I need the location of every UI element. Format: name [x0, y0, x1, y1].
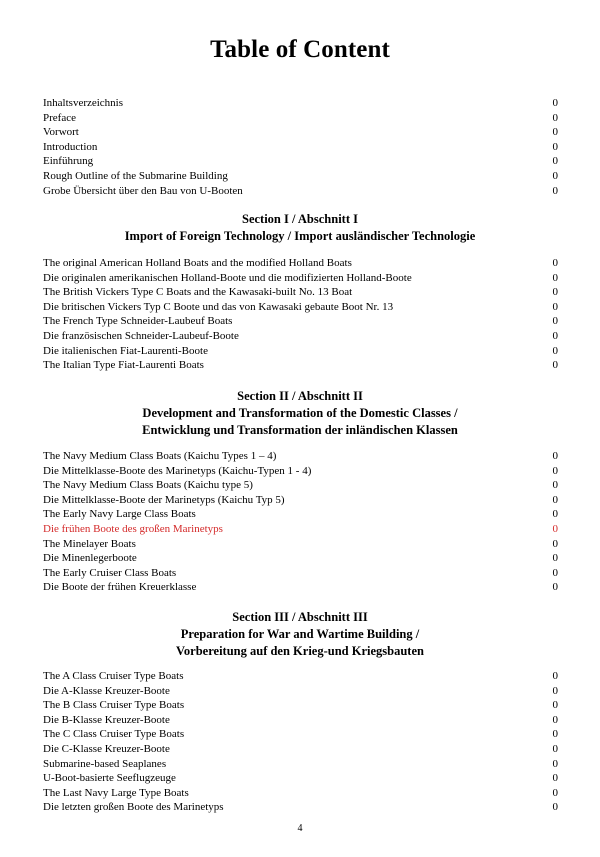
toc-entry-label: Die Minenlegerboote: [43, 552, 137, 565]
section-2-subtitle: Development and Transformation of the Domestic Classes /: [142, 406, 458, 420]
toc-entry[interactable]: [43, 449, 558, 464]
page-number: 4: [297, 823, 303, 834]
toc-entry[interactable]: [43, 154, 558, 169]
toc-entry-page: 0: [552, 537, 558, 550]
toc-entry-label: Die letzten großen Boote des Marinetyps: [43, 801, 224, 814]
toc-entry[interactable]: [43, 742, 558, 757]
toc-entry[interactable]: [43, 566, 558, 581]
toc-entry[interactable]: [43, 580, 558, 595]
toc-entry[interactable]: [43, 698, 558, 713]
toc-entry-page: 0: [552, 126, 558, 139]
toc-entry-label: Die Mittelklasse-Boote der Marinetyps (Kaichu Typ 5): [43, 493, 285, 506]
toc-entry-label: The A Class Cruiser Type Boats: [43, 670, 184, 682]
toc-entry[interactable]: [43, 800, 558, 815]
section-2-heading: [0, 388, 600, 439]
toc-entry-page: 0: [552, 169, 558, 182]
toc-entry[interactable]: [43, 125, 558, 140]
toc-entry-page: 0: [552, 684, 558, 697]
toc-entry-page: 0: [552, 479, 558, 492]
toc-entry-highlighted[interactable]: [43, 522, 558, 537]
toc-entry-label: Die B-Klasse Kreuzer-Boote: [43, 713, 170, 726]
toc-section-3-list: [43, 669, 558, 815]
toc-entry-label: The C Class Cruiser Type Boats: [43, 728, 185, 741]
toc-entry-label: The Last Navy Large Type Boats: [43, 786, 189, 799]
toc-entry-label: The original American Holland Boats and the modified Holland Boats: [43, 257, 352, 269]
toc-entry[interactable]: [43, 300, 558, 315]
section-3-title: Section III / Abschnitt III: [232, 610, 368, 624]
toc-entry-page: 0: [552, 552, 558, 565]
toc-entry-page: 0: [552, 493, 558, 506]
toc-entry[interactable]: [43, 478, 558, 493]
toc-entry-page: 0: [552, 581, 558, 594]
toc-entry[interactable]: [43, 184, 558, 199]
toc-entry-label: Die britischen Vickers Typ C Boote und das von Kawasaki gebaute Boot Nr. 13: [43, 300, 394, 313]
toc-entry-label: The Minelayer Boats: [43, 537, 136, 550]
toc-entry[interactable]: [43, 285, 558, 300]
toc-entry-label: The Early Navy Large Class Boats: [43, 508, 196, 521]
toc-entry[interactable]: [43, 169, 558, 184]
toc-entry-page: 0: [552, 728, 558, 741]
toc-entry-page: 0: [552, 271, 558, 284]
toc-entry-page: 0: [552, 786, 558, 799]
toc-entry-page: 0: [552, 772, 558, 785]
toc-entry-label: The Early Cruiser Class Boats: [43, 566, 177, 579]
toc-entry-page: 0: [552, 522, 558, 535]
toc-entry-label: Preface: [43, 111, 76, 124]
toc-entry-page: 0: [552, 329, 558, 342]
toc-entry[interactable]: [43, 507, 558, 522]
toc-entry[interactable]: [43, 493, 558, 508]
toc-entry-page: 0: [552, 742, 558, 755]
toc-entry[interactable]: [43, 271, 558, 286]
toc-entry-label: Die Boote der frühen Kreuerklasse: [43, 581, 197, 594]
toc-entry-label: Die C-Klasse Kreuzer-Boote: [43, 742, 170, 755]
toc-entry[interactable]: [43, 111, 558, 126]
toc-entry[interactable]: [43, 786, 558, 801]
toc-entry[interactable]: [43, 464, 558, 479]
toc-entry-label: Vorwort: [43, 126, 79, 139]
toc-entry[interactable]: [43, 551, 558, 566]
section-1-heading: [0, 211, 600, 245]
toc-entry-label: The Navy Medium Class Boats (Kaichu type 5): [43, 479, 253, 492]
toc-entry-label: The Navy Medium Class Boats (Kaichu Types 1 – 4): [43, 450, 277, 462]
toc-entry[interactable]: [43, 140, 558, 155]
toc-entry-page: 0: [552, 450, 558, 462]
toc-entry[interactable]: [43, 771, 558, 786]
toc-entry-page: 0: [552, 300, 558, 313]
toc-entry-label: Introduction: [43, 140, 98, 153]
toc-entry-label: Die Mittelklasse-Boote des Marinetyps (Kaichu-Typen 1 - 4): [43, 464, 312, 477]
toc-entry-page: 0: [552, 257, 558, 269]
toc-entry[interactable]: [43, 757, 558, 772]
toc-entry-page: 0: [552, 286, 558, 299]
toc-entry-page: 0: [552, 184, 558, 197]
toc-entry-label: Rough Outline of the Submarine Building: [43, 169, 228, 182]
toc-entry[interactable]: [43, 537, 558, 552]
toc-entry-label: The Italian Type Fiat-Laurenti Boats: [43, 359, 204, 372]
toc-entry-label: Die originalen amerikanischen Holland-Boote und die modifizierten Holland-Boote: [43, 271, 412, 284]
toc-entry-label: U-Boot-basierte Seeflugzeuge: [43, 772, 176, 785]
page-title: Table of Content: [210, 36, 390, 63]
toc-entry-page: 0: [552, 344, 558, 357]
toc-entry[interactable]: [43, 358, 558, 373]
toc-entry[interactable]: [43, 684, 558, 699]
toc-entry-label: Grobe Übersicht über den Bau von U-Booten: [43, 184, 243, 197]
toc-front-list: [43, 96, 558, 198]
toc-entry[interactable]: [43, 713, 558, 728]
toc-entry-page: 0: [552, 315, 558, 328]
toc-entry-page: 0: [552, 111, 558, 124]
section-1-subtitle: Import of Foreign Technology / Import ausländischer Technologie: [124, 229, 476, 243]
section-3-subtitle: Vorbereitung auf den Krieg-und Kriegsbauten: [176, 644, 424, 658]
toc-entry-page: 0: [552, 359, 558, 372]
toc-entry-page: 0: [552, 757, 558, 770]
toc-entry[interactable]: [43, 329, 558, 344]
toc-entry-page: 0: [552, 713, 558, 726]
toc-entry-page: 0: [552, 670, 558, 682]
toc-entry-page: 0: [552, 801, 558, 814]
toc-entry-page: 0: [552, 508, 558, 521]
toc-entry-page: 0: [552, 566, 558, 579]
section-3-heading: [0, 609, 600, 660]
toc-entry-label: Die französischen Schneider-Laubeuf-Boote: [43, 329, 239, 342]
toc-entry-label: Die italienischen Fiat-Laurenti-Boote: [43, 344, 208, 357]
toc-section-1-list: [43, 256, 558, 373]
toc-entry-label: Die frühen Boote des großen Marinetyps: [43, 522, 223, 535]
toc-entry-page: 0: [552, 155, 558, 168]
section-3-subtitle: Preparation for War and Wartime Building /: [180, 627, 420, 641]
section-2-title: Section II / Abschnitt II: [237, 389, 363, 403]
toc-entry-label: Die A-Klasse Kreuzer-Boote: [43, 684, 170, 697]
toc-entry-label: Submarine-based Seaplanes: [43, 757, 167, 770]
section-2-subtitle: Entwicklung und Transformation der inländischen Klassen: [142, 423, 458, 437]
section-1-title: Section I / Abschnitt I: [242, 212, 358, 226]
toc-entry-label: Inhaltsverzeichnis: [43, 97, 124, 109]
toc-entry-label: The British Vickers Type C Boats and the Kawasaki-built No. 13 Boat: [43, 286, 353, 299]
toc-entry-label: The B Class Cruiser Type Boats: [43, 699, 185, 712]
toc-entry[interactable]: [43, 344, 558, 359]
toc-section-2-list: [43, 449, 558, 595]
toc-entry[interactable]: [43, 669, 558, 684]
toc-entry[interactable]: [43, 96, 558, 111]
toc-entry[interactable]: [43, 314, 558, 329]
toc-entry-label: The French Type Schneider-Laubeuf Boats: [43, 315, 233, 328]
toc-entry-page: 0: [552, 140, 558, 153]
toc-entry[interactable]: [43, 727, 558, 742]
toc-entry-page: 0: [552, 699, 558, 712]
toc-entry-page: 0: [552, 464, 558, 477]
toc-entry-label: Einführung: [43, 155, 94, 168]
toc-entry-page: 0: [552, 97, 558, 109]
toc-entry[interactable]: [43, 256, 558, 271]
